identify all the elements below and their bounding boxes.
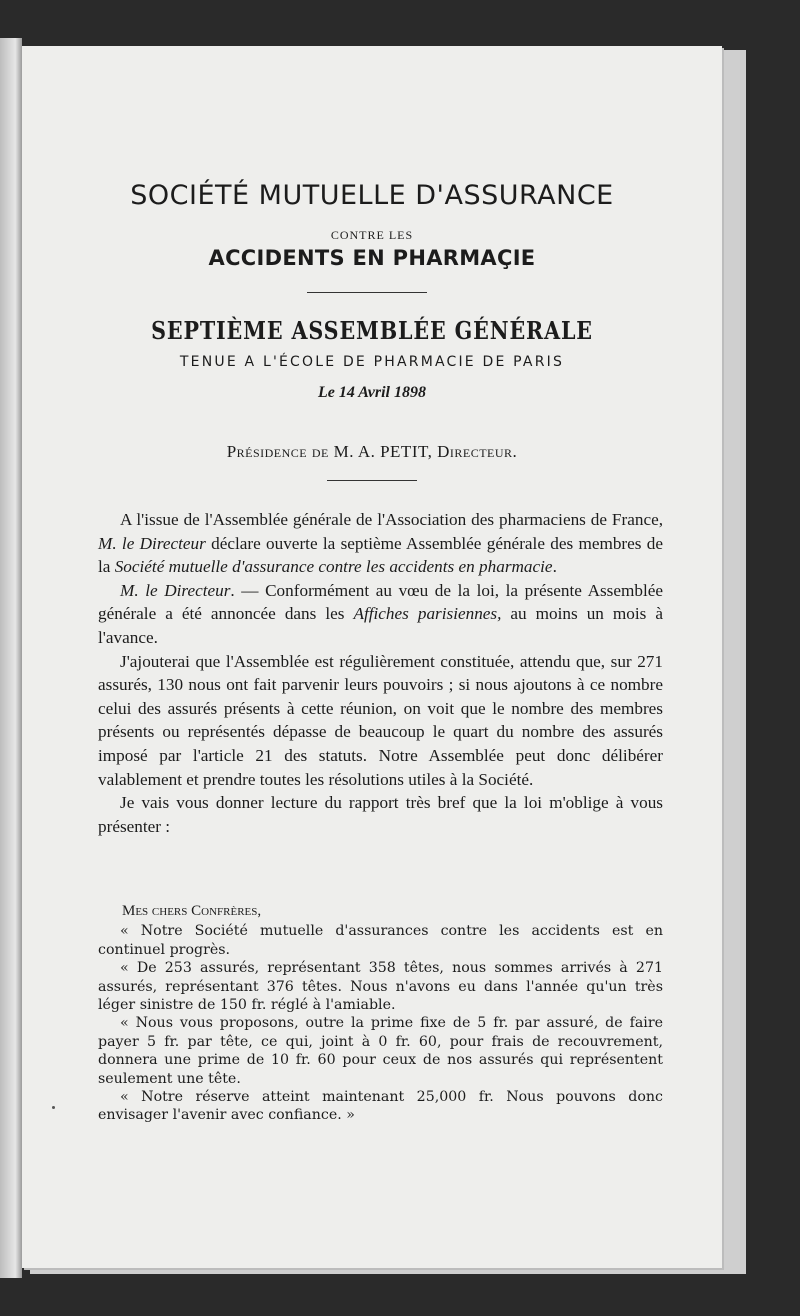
presidence-line — [22, 442, 722, 462]
facing-page-edge — [0, 38, 22, 1278]
paragraph-opening: A l'issue de l'Assemblée générale de l'Association des pharmaciens de France, M. le Directeur déclare ouverte la septième Assemblée générale des membres de la Société mutuelle d'assurance contre les accidents en pharmacie. — [98, 510, 663, 577]
paragraph-quorum: J'ajouterai que l'Assemblée est régulièrement constituée, attendu que, sur 271 assurés, 130 nous ont fait parvenir leurs pouvoirs ; si nous ajoutons à ce nombre celui des assurés présents à cette réunion, on voit que le nombre des membres présents ou représentés dépasse de beaucoup le quart du nombre des assurés imposé par l'article 21 des statuts. Notre Assemblée peut donc délibérer valablement et prendre toutes les résolutions utiles à la Société. — [98, 651, 663, 789]
paragraph-announcement: M. le Directeur. — Conformément au vœu de la loi, la présente Assemblée générale a été annoncée dans les Affiches parisiennes, au moins un mois à l'avance. — [98, 580, 663, 647]
paper-speck — [52, 1106, 55, 1109]
accidents-title: ACCIDENTS EN PHARMAÇIE — [208, 246, 536, 270]
report-paragraph: « Notre Société mutuelle d'assurances contre les accidents est en continuel progrès. — [98, 923, 663, 958]
assembly-venue: TENUE A L'ÉCOLE DE PHARMACIE DE PARIS — [179, 354, 565, 370]
report-section — [98, 902, 663, 1125]
contre-les: CONTRE LES — [330, 228, 414, 242]
assembly-title: SEPTIÈME ASSEMBLÉE GÉNÉRALE — [151, 316, 593, 345]
society-title: SOCIÉTÉ MUTUELLE D'ASSURANCE — [130, 180, 614, 211]
report-salutation: Mes chers Confrères, — [122, 903, 262, 919]
divider-rule — [307, 292, 427, 293]
assembly-date: Le 14 Avril 1898 — [318, 384, 426, 401]
minutes-body — [98, 508, 663, 838]
report-paragraph: « Notre réserve atteint maintenant 25,000 fr. Nous pouvons donc envisager l'avenir avec confiance. » — [98, 1089, 663, 1124]
divider-rule-small — [327, 480, 417, 481]
paragraph-report-intro: Je vais vous donner lecture du rapport très bref que la loi m'oblige à vous présenter : — [98, 793, 663, 836]
report-paragraph: « De 253 assurés, représentant 358 têtes, nous sommes arrivés à 271 assurés, représentant 376 têtes. Nous n'avons eu dans l'année qu'un très léger sinistre de 150 fr. réglé à l'amiable. — [98, 960, 663, 1014]
president-name: M. A. PETIT, — [333, 442, 433, 461]
report-paragraph: « Nous vous proposons, outre la prime fixe de 5 fr. par assuré, de faire payer 5 fr. par tête, ce qui, joint à 0 fr. 60, pour frais de recouvrement, donnera une prime de 10 fr. 60 pour ceux de nos assurés qui représentent seulement une tête. — [98, 1015, 663, 1087]
president-role: Directeur. — [437, 442, 518, 461]
document-page — [22, 46, 722, 1268]
presidence-label: Présidence de — [226, 442, 329, 461]
